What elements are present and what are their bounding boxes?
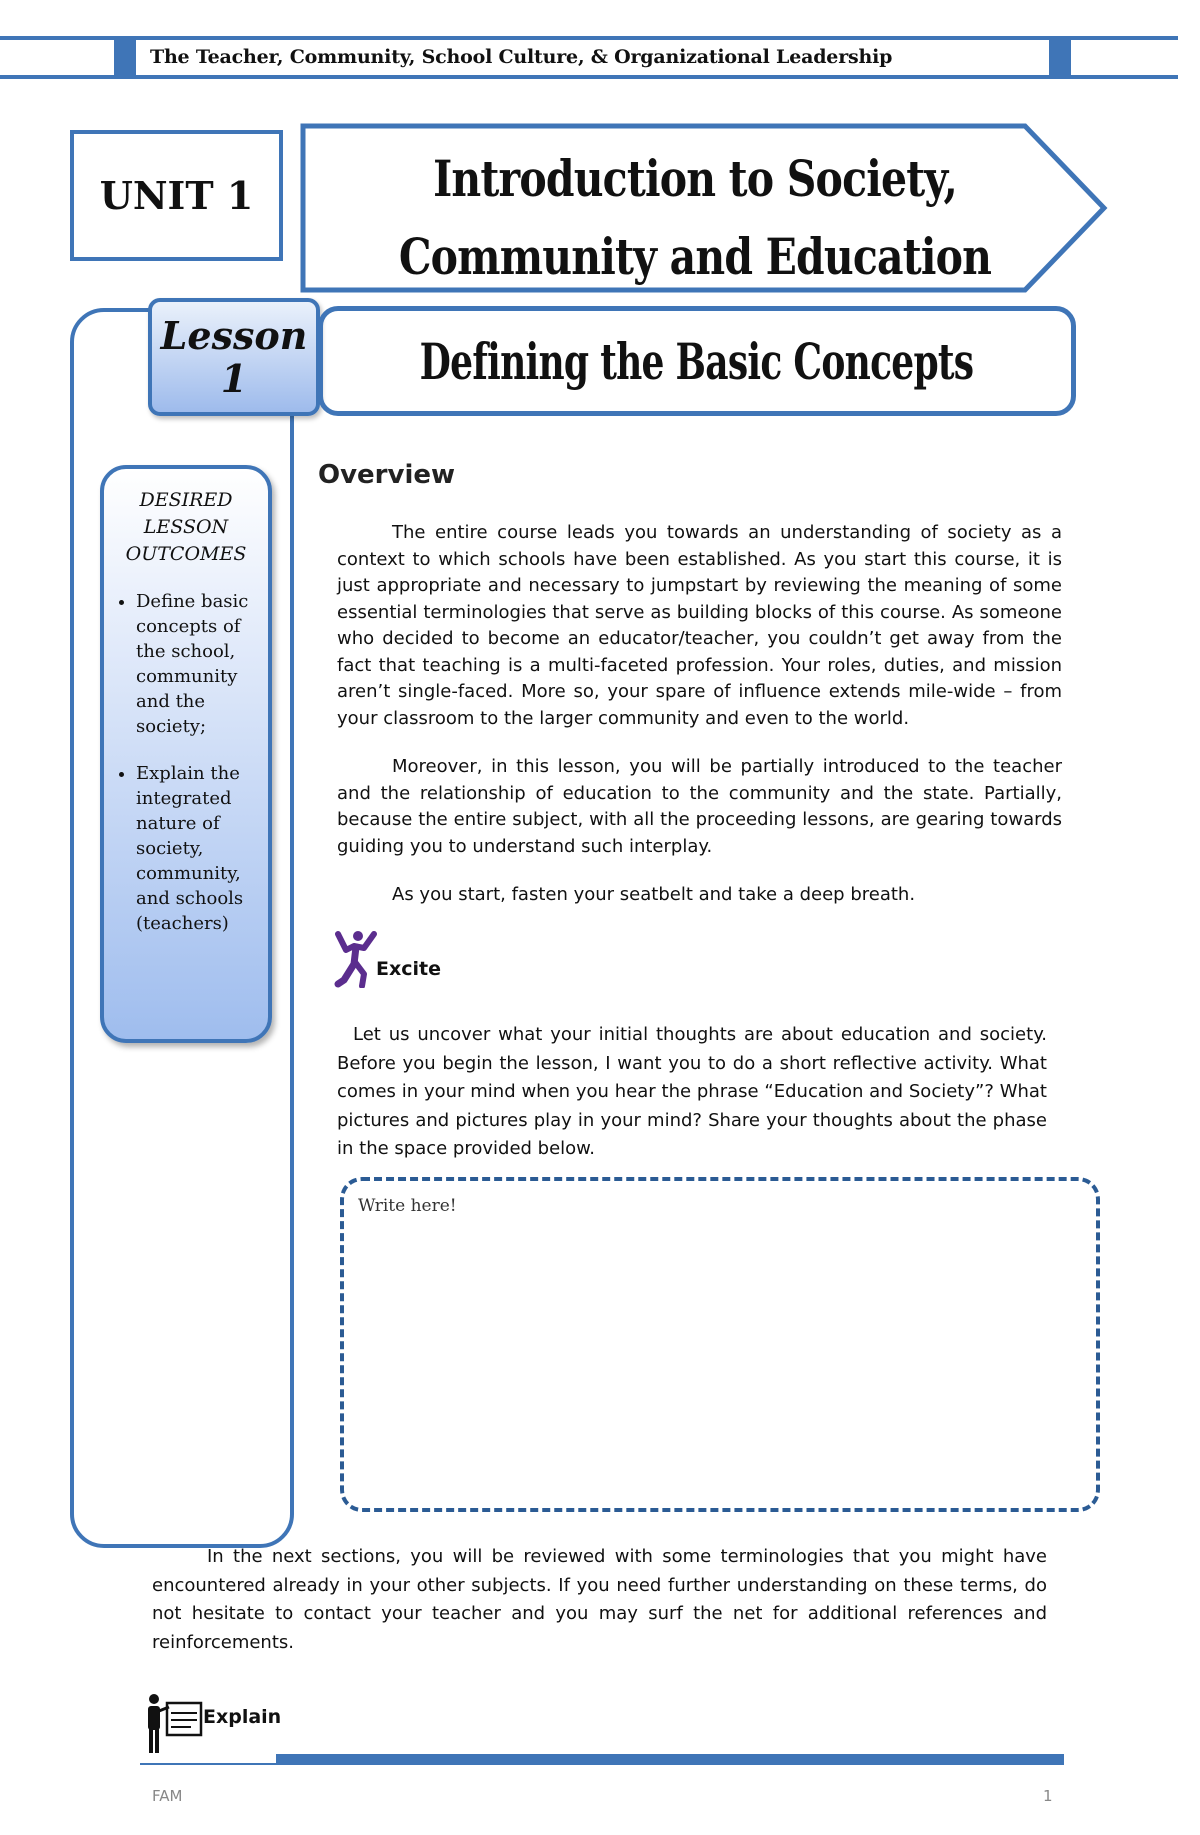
outcomes-title-line: DESIRED	[139, 489, 233, 511]
excite-jumping-person-icon	[334, 930, 378, 988]
explain-label: Explain	[203, 1706, 282, 1728]
lesson-title-box	[318, 306, 1076, 416]
overview-heading: Overview	[318, 460, 456, 490]
unit-label: UNIT 1	[70, 130, 283, 261]
unit-title-line1: Introduction to Society,	[433, 149, 957, 208]
footer-initials: FAM	[152, 1787, 183, 1805]
reflection-write-area[interactable]	[340, 1177, 1100, 1512]
lesson-number: 1	[220, 356, 248, 401]
outcomes-title	[104, 487, 268, 568]
explain-teacher-board-icon	[145, 1693, 205, 1755]
footer-rule-thick	[276, 1754, 1064, 1765]
outcome-item: • Define basic concepts of the school, community and the society;	[136, 589, 268, 739]
overview-paragraph-3: As you start, fasten your seatbelt and take a deep breath.	[392, 884, 916, 905]
outcomes-title-line: LESSON	[143, 516, 229, 538]
lesson-title: Defining the Basic Concepts	[420, 331, 974, 391]
header-rule-top	[0, 36, 1178, 40]
excite-label: Excite	[376, 958, 441, 980]
excite-paragraph: Let us uncover what your initial thoughts are about education and society. Before you begin the lesson, I want you to do a short reflective activity. What comes in your mind when you hear the phrase “Education and Society”? What pictures and pictures play in your mind? Share your thoughts about the phase in the space provided below.	[337, 1024, 1047, 1159]
header-rule-bottom	[0, 75, 1178, 79]
header-block-right	[1049, 36, 1071, 79]
overview-paragraph-1: The entire course leads you towards an understanding of society as a context to which schools have been established. As you start this course, it is just appropriate and necessary to jumpstart by reviewing the meaning of some essential terminologies that serve as building blocks of this course. As someone who decided to become an educator/teacher, you couldn’t get away from the fact that teaching is a multi-faceted profession. Your roles, duties, and mission aren’t single-faced. More so, your spare of influence extends mile-wide – from your classroom to the larger community and even to the world.	[337, 522, 1062, 729]
lesson-tab-label: Lesson	[160, 313, 308, 358]
desired-outcomes-box	[100, 465, 272, 1043]
header-title: The Teacher, Community, School Culture, & Organizational Leadership	[150, 46, 893, 68]
next-sections-paragraph: In the next sections, you will be reviewed with some terminologies that you might have encountered already in your other subjects. If you need further understanding on these terms, do not hesitate to contact your teacher and you may surf the net for additional references and reinforcements.	[152, 1546, 1047, 1653]
page-number: 1	[1043, 1787, 1053, 1805]
header-block-left	[114, 36, 136, 79]
write-here-label: Write here!	[358, 1196, 457, 1216]
outcome-item: • Explain the integrated nature of society, community, and schools (teachers)	[136, 761, 268, 936]
unit-title-line2: Community and Education	[398, 227, 992, 286]
lesson-tab	[148, 298, 320, 416]
unit-title	[396, 140, 995, 296]
outcomes-title-line: OUTCOMES	[125, 543, 247, 565]
outcomes-list	[114, 589, 268, 958]
overview-paragraph-2: Moreover, in this lesson, you will be partially introduced to the teacher and the relationship of education to the community and the state. Partially, because the entire subject, with all the proceeding lessons, are gearing towards guiding you to understand such interplay.	[337, 756, 1062, 857]
